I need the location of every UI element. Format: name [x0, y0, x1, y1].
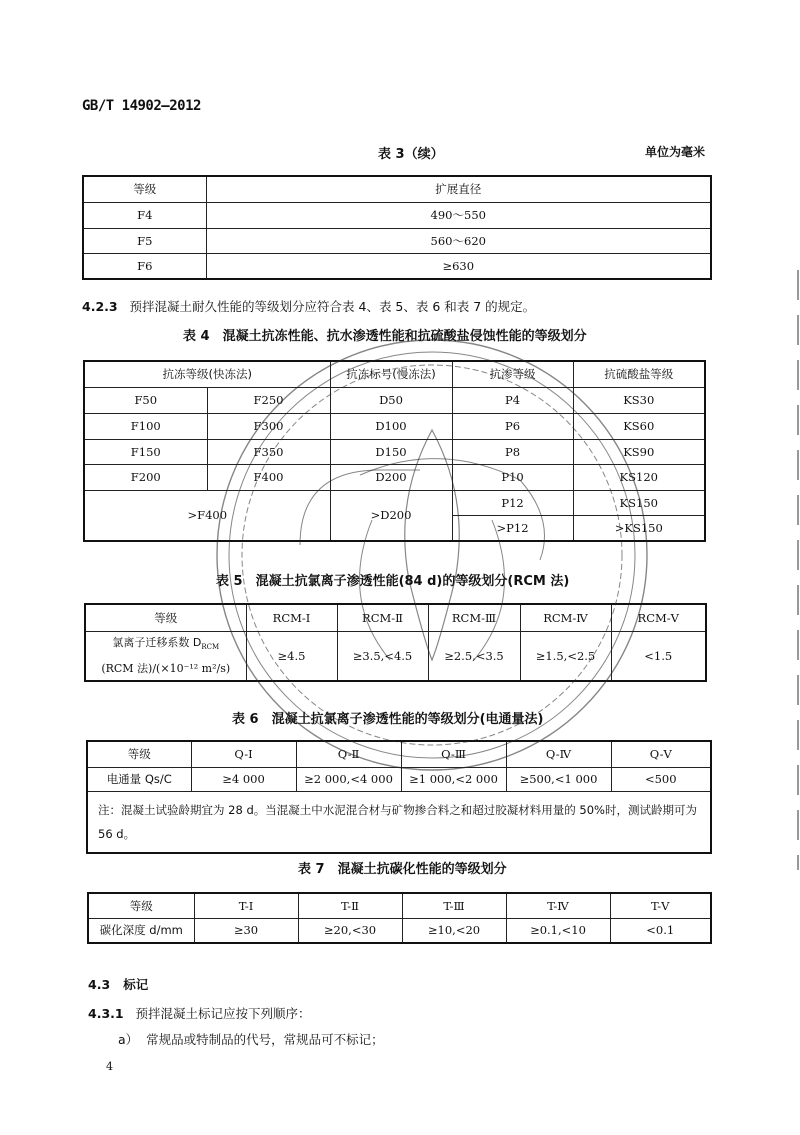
table7-header: T-Ⅲ: [402, 893, 506, 918]
table5-cell: ≥4.5: [246, 631, 337, 681]
table4-header-fast-freeze: 抗冻等级(快冻法): [84, 361, 330, 387]
table3-cell: ≥630: [206, 253, 711, 279]
table7-cell: ≥0.1,<10: [506, 918, 610, 943]
table4-cell: F250: [207, 387, 330, 413]
table6-header: Q-Ⅴ: [611, 741, 711, 767]
table6-header: Q-Ⅱ: [296, 741, 401, 767]
table4-cell: F400: [207, 464, 330, 490]
table-row: [83, 253, 711, 279]
table6-cell: ≥4 000: [191, 767, 296, 791]
clause-number: 4.3.1: [88, 1006, 124, 1021]
table4-cell: KS60: [573, 413, 705, 439]
table5-header: RCM-Ⅲ: [428, 604, 520, 631]
table4-cell: P10: [452, 464, 573, 490]
table4-cell: F100: [84, 413, 207, 439]
row-label-line2: (RCM 法)/(×10⁻¹² m²/s): [101, 661, 231, 675]
table3-cell: F5: [83, 228, 206, 253]
table6-cell: ≥500,<1 000: [506, 767, 611, 791]
row-label-line1: 氯离子迁移系数 D: [112, 635, 202, 649]
table7-row-label: 碳化深度 d/mm: [88, 918, 194, 943]
list-item-a: [118, 1030, 384, 1048]
section-4-3-heading: [88, 975, 148, 993]
table4-cell: P6: [452, 413, 573, 439]
clause-text: 预拌混凝土耐久性能的等级划分应符合表 4、表 5、表 6 和表 7 的规定。: [129, 299, 536, 314]
table7-header-grade: 等级: [88, 893, 194, 918]
table4-caption: 表 4 混凝土抗冻性能、抗水渗透性能和抗硫酸盐侵蚀性能的等级划分: [183, 329, 587, 344]
table-row: [88, 918, 711, 943]
table5-cell: ≥3.5,<4.5: [337, 631, 428, 681]
table-row: [84, 439, 705, 464]
table3-header-diameter: 扩展直径: [206, 176, 711, 202]
table-row: [84, 387, 705, 413]
table4-cell: >D200: [330, 490, 452, 541]
list-marker: a）: [118, 1032, 139, 1047]
table5-header: RCM-Ⅰ: [246, 604, 337, 631]
table-row: [84, 413, 705, 439]
table5-cell: <1.5: [611, 631, 706, 681]
table4-header-sulfate: 抗硫酸盐等级: [573, 361, 705, 387]
table4-cell: P12: [452, 490, 573, 515]
table4-cell: F200: [84, 464, 207, 490]
table4-cell: P8: [452, 439, 573, 464]
table7: [87, 892, 712, 944]
table3-header-grade: 等级: [83, 176, 206, 202]
table6-header-grade: 等级: [87, 741, 191, 767]
table4-cell: F150: [84, 439, 207, 464]
section-number: 4.3: [88, 977, 111, 992]
table7-caption: 表 7 混凝土抗碳化性能的等级划分: [298, 862, 507, 877]
standard-number: GB/T 14902—2012: [82, 98, 201, 114]
table4-cell: KS150: [573, 490, 705, 515]
table-row: [84, 464, 705, 490]
table6-cell: ≥2 000,<4 000: [296, 767, 401, 791]
table-row: [83, 202, 711, 228]
table7-cell: ≥20,<30: [298, 918, 402, 943]
table3-cell: F4: [83, 202, 206, 228]
clause-number: 4.2.3: [82, 299, 118, 314]
table-row: [85, 631, 706, 681]
table6-header: Q-Ⅰ: [191, 741, 296, 767]
table4-cell: D50: [330, 387, 452, 413]
table7-header: T-Ⅱ: [298, 893, 402, 918]
clause-4-3-1: [88, 1004, 311, 1022]
table3-unit: 单位为毫米: [645, 145, 706, 159]
table7-cell: <0.1: [610, 918, 711, 943]
table-row: [84, 490, 705, 515]
table5-row-label: [85, 631, 246, 681]
table7-header: T-Ⅴ: [610, 893, 711, 918]
table-row: [83, 228, 711, 253]
clause-4-2-3: [82, 297, 535, 315]
table4-cell: D150: [330, 439, 452, 464]
table7-header: T-Ⅳ: [506, 893, 610, 918]
table4-cell: F50: [84, 387, 207, 413]
table3-caption: 表 3（续）: [378, 147, 444, 162]
table5: [84, 603, 707, 682]
table6-caption: 表 6 混凝土抗氯离子渗透性能的等级划分(电通量法): [232, 712, 544, 727]
table4-cell: D200: [330, 464, 452, 490]
table4-header-permeability: 抗渗等级: [452, 361, 573, 387]
table5-header: RCM-Ⅴ: [611, 604, 706, 631]
table4-cell: KS90: [573, 439, 705, 464]
table5-header: RCM-Ⅳ: [520, 604, 611, 631]
table4-cell: >KS150: [573, 515, 705, 541]
row-label-sub: RCM: [201, 642, 220, 651]
table6: [86, 740, 712, 854]
table3-cell: 490～550: [206, 202, 711, 228]
scan-edge-line: [797, 270, 799, 870]
table5-header: RCM-Ⅱ: [337, 604, 428, 631]
table3-cell: F6: [83, 253, 206, 279]
table5-cell: ≥1.5,<2.5: [520, 631, 611, 681]
table6-header: Q-Ⅳ: [506, 741, 611, 767]
table4-cell: KS120: [573, 464, 705, 490]
table4-cell: F350: [207, 439, 330, 464]
table5-caption: 表 5 混凝土抗氯离子渗透性能(84 d)的等级划分(RCM 法): [216, 574, 570, 589]
table3-cell: 560～620: [206, 228, 711, 253]
table3: [82, 175, 712, 280]
table5-cell: ≥2.5,<3.5: [428, 631, 520, 681]
table4-cell: D100: [330, 413, 452, 439]
table4-cell: F300: [207, 413, 330, 439]
table4-header-slow-freeze: 抗冻标号(慢冻法): [330, 361, 452, 387]
page-number: 4: [106, 1060, 113, 1073]
table4: [83, 360, 706, 542]
table5-header-grade: 等级: [85, 604, 246, 631]
table6-cell: ≥1 000,<2 000: [401, 767, 506, 791]
table7-cell: ≥30: [194, 918, 298, 943]
table6-note: 注：混凝土试验龄期宜为 28 d。当混凝土中水泥混合材与矿物掺合料之和超过胶凝材料用量的 50%时，测试龄期可为 56 d。: [87, 791, 711, 853]
table-row: [87, 767, 711, 791]
table4-cell: P4: [452, 387, 573, 413]
table6-cell: <500: [611, 767, 711, 791]
table7-header: T-Ⅰ: [194, 893, 298, 918]
table6-header: Q-Ⅲ: [401, 741, 506, 767]
table7-cell: ≥10,<20: [402, 918, 506, 943]
clause-text: 预拌混凝土标记应按下列顺序：: [135, 1006, 311, 1021]
table4-cell: >P12: [452, 515, 573, 541]
list-text: 常规品或特制品的代号，常规品可不标记；: [146, 1032, 384, 1047]
table6-row-label: 电通量 Qs/C: [87, 767, 191, 791]
table4-cell: >F400: [84, 490, 330, 541]
section-title: 标记: [123, 977, 149, 992]
table4-cell: KS30: [573, 387, 705, 413]
